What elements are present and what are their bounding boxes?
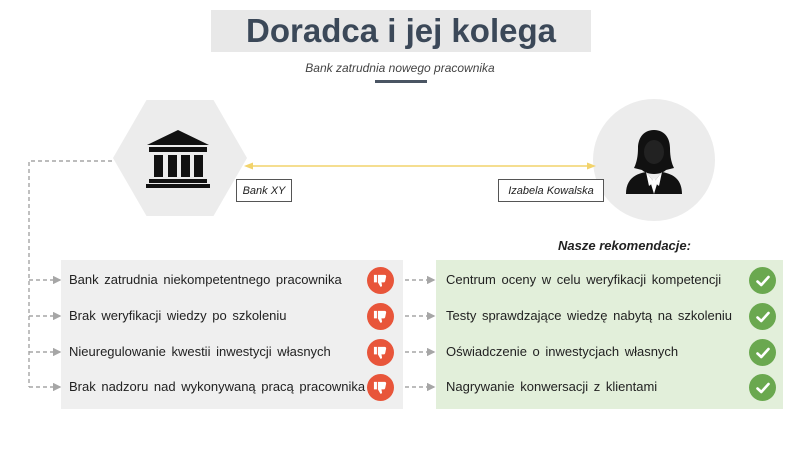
problem-item: Brak nadzoru nad wykonywaną pracą pracownika [69, 379, 366, 394]
page-subtitle: Bank zatrudnia nowego pracownika [305, 61, 495, 75]
recommendation-item: Centrum oceny w celu weryfikacji kompetencji [446, 272, 722, 287]
thumbs-down-icon [367, 303, 394, 330]
recommendations-title: Nasze rekomendacje: [558, 238, 691, 253]
subtitle-underline [375, 80, 427, 83]
bank-person-connection [244, 161, 596, 171]
check-icon [749, 374, 776, 401]
check-icon [749, 303, 776, 330]
page-title: Doradca i jej kolega [246, 12, 556, 49]
title-banner [211, 10, 591, 52]
thumbs-down-icon [367, 267, 394, 294]
woman-user-icon [624, 128, 684, 199]
check-icon [749, 267, 776, 294]
bank-to-problem-connectors [29, 280, 60, 387]
bank-icon [145, 128, 211, 193]
recommendation-item: Oświadczenie o inwestycjach własnych [446, 344, 679, 359]
check-icon [749, 339, 776, 366]
thumbs-down-icon [367, 374, 394, 401]
thumbs-down-icon [367, 339, 394, 366]
problem-to-recommendation-connectors [398, 280, 434, 387]
problem-item: Nieuregulowanie kwestii inwestycji własnych [69, 344, 331, 359]
person-label: Izabela Kowalska [498, 179, 604, 202]
problem-item: Brak weryfikacji wiedzy po szkoleniu [69, 308, 287, 323]
problem-item: Bank zatrudnia niekompetentnego pracownika [69, 272, 342, 287]
recommendation-item: Testy sprawdzające wiedzę nabytą na szkoleniu [446, 308, 733, 323]
bank-label: Bank XY [236, 179, 292, 202]
recommendation-item: Nagrywanie konwersacji z klientami [446, 379, 658, 394]
